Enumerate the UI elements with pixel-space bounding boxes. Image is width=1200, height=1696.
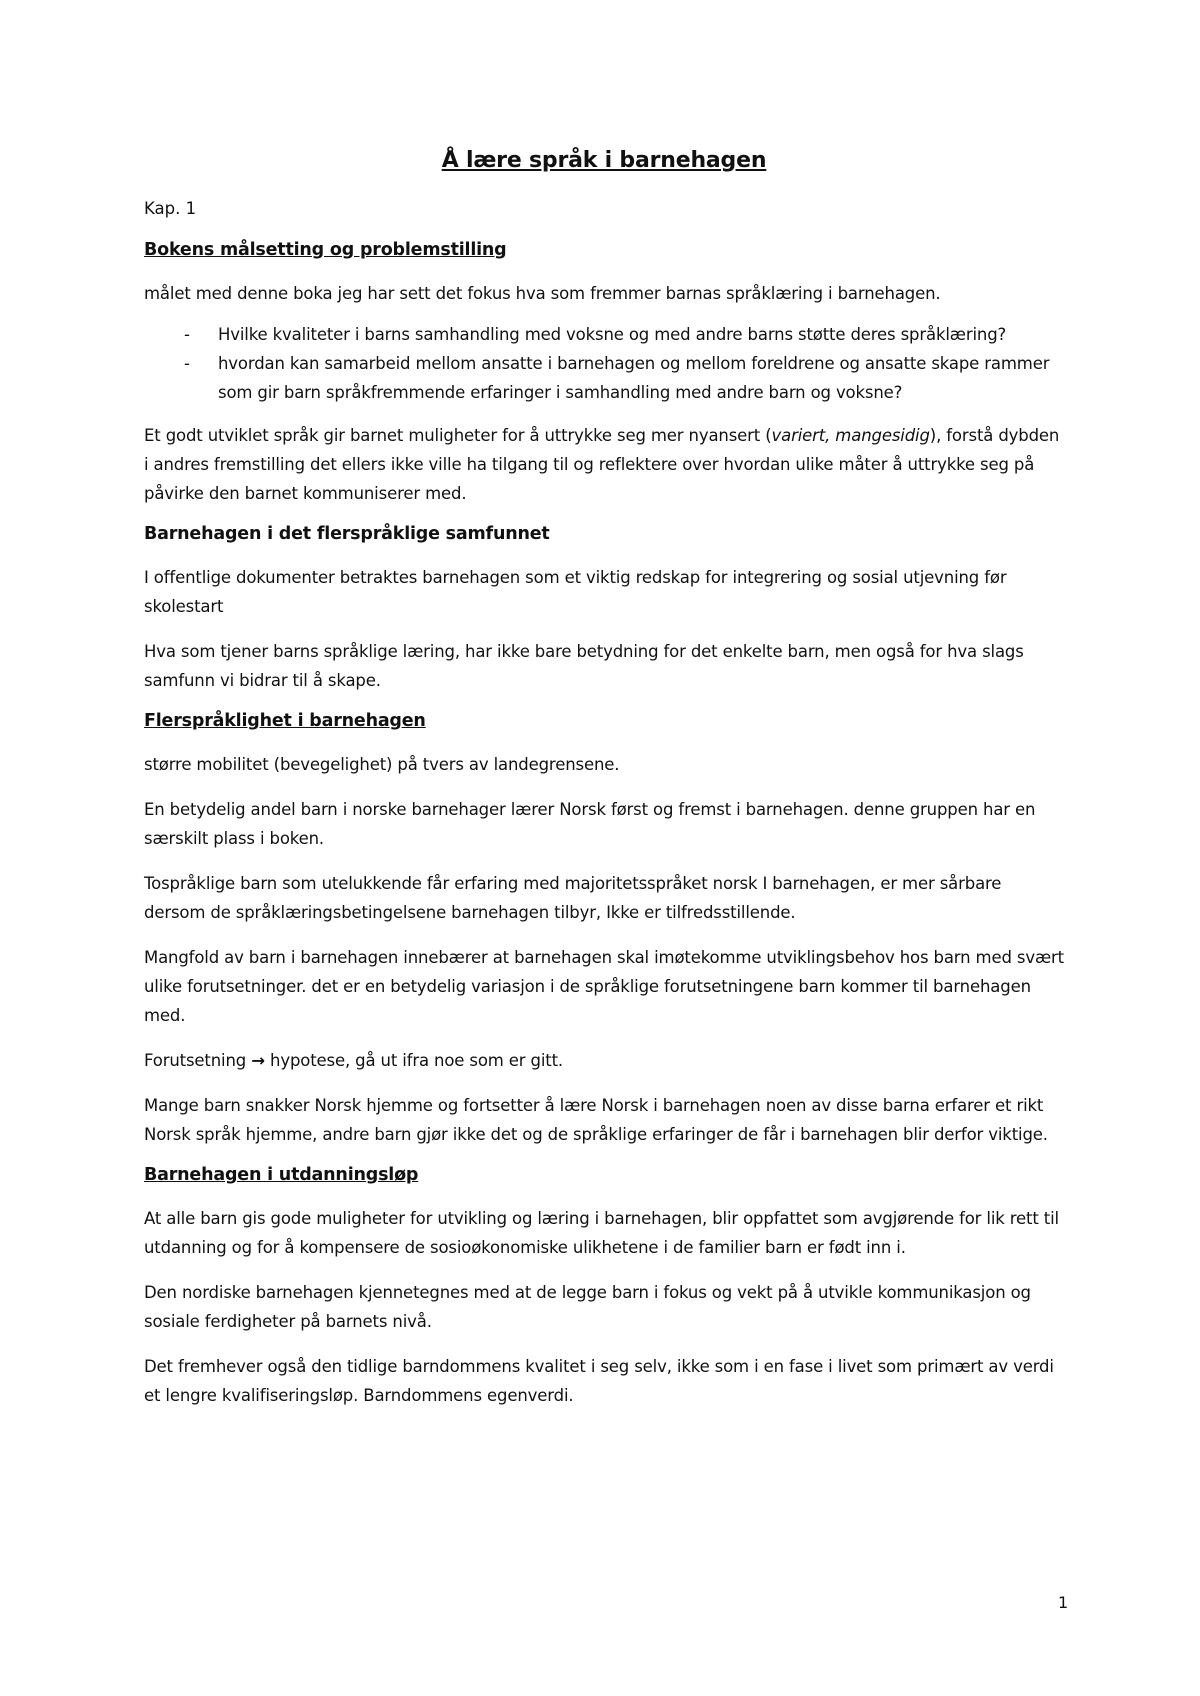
section2-paragraph: I offentlige dokumenter betraktes barnehagen som et viktig redskap for integrering og sosial utjevning før skolestart	[144, 568, 1007, 616]
paragraph-text: ), forstå dybden i andres fremstilling det ellers ikke ville ha tilgang til og reflektere over hvordan ulike måter å uttrykke seg på påvirke den barnet kommuniserer med.	[144, 426, 1060, 503]
section-heading-flersprakighet: Flerspråklighet i barnehagen	[144, 711, 426, 731]
list-item	[144, 320, 1064, 349]
section3-paragraph: Mangfold av barn i barnehagen innebærer at barnehagen skal imøtekomme utviklingsbehov hos barn med svært ulike forutsetninger. det er en betydelig variasjon i de språklige forutsetningene barn kommer til barnehagen med.	[144, 948, 1064, 1025]
chapter-label: Kap. 1	[144, 199, 197, 218]
dash-bullet: -	[184, 325, 190, 344]
section3-paragraph: større mobilitet (bevegelighet) på tvers av landegrensene.	[144, 755, 620, 774]
section1-paragraph	[144, 421, 1064, 508]
question-list	[144, 320, 1064, 407]
section3-paragraph: En betydelig andel barn i norske barnehager lærer Norsk først og fremst i barnehagen. denne gruppen har en særskilt plass i boken.	[144, 800, 1036, 848]
definition-line	[144, 1046, 1064, 1075]
definition-text: hypotese, gå ut ifra noe som er gitt.	[270, 1051, 564, 1070]
section-heading-utdanningslop: Barnehagen i utdanningsløp	[144, 1165, 419, 1185]
list-item-text: hvordan kan samarbeid mellom ansatte i barnehagen og mellom foreldrene og ansatte skape rammer som gir barn språkfremmende erfaringer i samhandling med andre barn og voksne?	[218, 354, 1050, 402]
list-item-text: Hvilke kvaliteter i barns samhandling med voksne og med andre barns støtte deres språklæring?	[218, 325, 1007, 344]
definition-term: Forutsetning	[144, 1051, 247, 1070]
paragraph-italic: variert, mangesidig	[771, 426, 930, 445]
section4-paragraph: Den nordiske barnehagen kjennetegnes med at de legge barn i fokus og vekt på å utvikle kommunikasjon og sosiale ferdigheter på barnets nivå.	[144, 1283, 1031, 1331]
section3-paragraph: Mange barn snakker Norsk hjemme og fortsetter å lære Norsk i barnehagen noen av disse barna erfarer et rikt Norsk språk hjemme, andre barn gjør ikke det og de språklige erfaringer de får i barnehagen blir derfor viktige.	[144, 1096, 1048, 1144]
paragraph-text: Et godt utviklet språk gir barnet muligheter for å uttrykke seg mer nyansert (	[144, 426, 772, 445]
list-item	[144, 349, 1064, 407]
section4-paragraph: Det fremhever også den tidlige barndommens kvalitet i seg selv, ikke som i en fase i livet som primært av verdi et lengre kvalifiseringsløp. Barndommens egenverdi.	[144, 1357, 1054, 1405]
document-page	[144, 138, 1064, 1426]
section1-intro: målet med denne boka jeg har sett det fokus hva som fremmer barnas språklæring i barnehagen.	[144, 284, 941, 303]
dash-bullet: -	[184, 354, 190, 373]
section-heading-flersprakllige-samfunnet: Barnehagen i det flerspråklige samfunnet	[144, 524, 550, 544]
section2-paragraph: Hva som tjener barns språklige læring, har ikke bare betydning for det enkelte barn, men også for hva slags samfunn vi bidrar til å skape.	[144, 642, 1024, 690]
section4-paragraph: At alle barn gis gode muligheter for utvikling og læring i barnehagen, blir oppfattet som avgjørende for lik rett til utdanning og for å kompensere de sosioøkonomiske ulikhetene i de familier barn er født inn i.	[144, 1209, 1059, 1257]
section3-paragraph: Tospråklige barn som utelukkende får erfaring med majoritetsspråket norsk I barnehagen, er mer sårbare dersom de språklæringsbetingelsene barnehagen tilbyr, Ikke er tilfredsstillende.	[144, 874, 1002, 922]
section-heading-malsetting: Bokens målsetting og problemstilling	[144, 240, 507, 260]
page-number: 1	[1058, 1593, 1069, 1612]
arrow-right-icon: →	[251, 1051, 265, 1070]
document-title: Å lære språk i barnehagen	[441, 148, 767, 173]
